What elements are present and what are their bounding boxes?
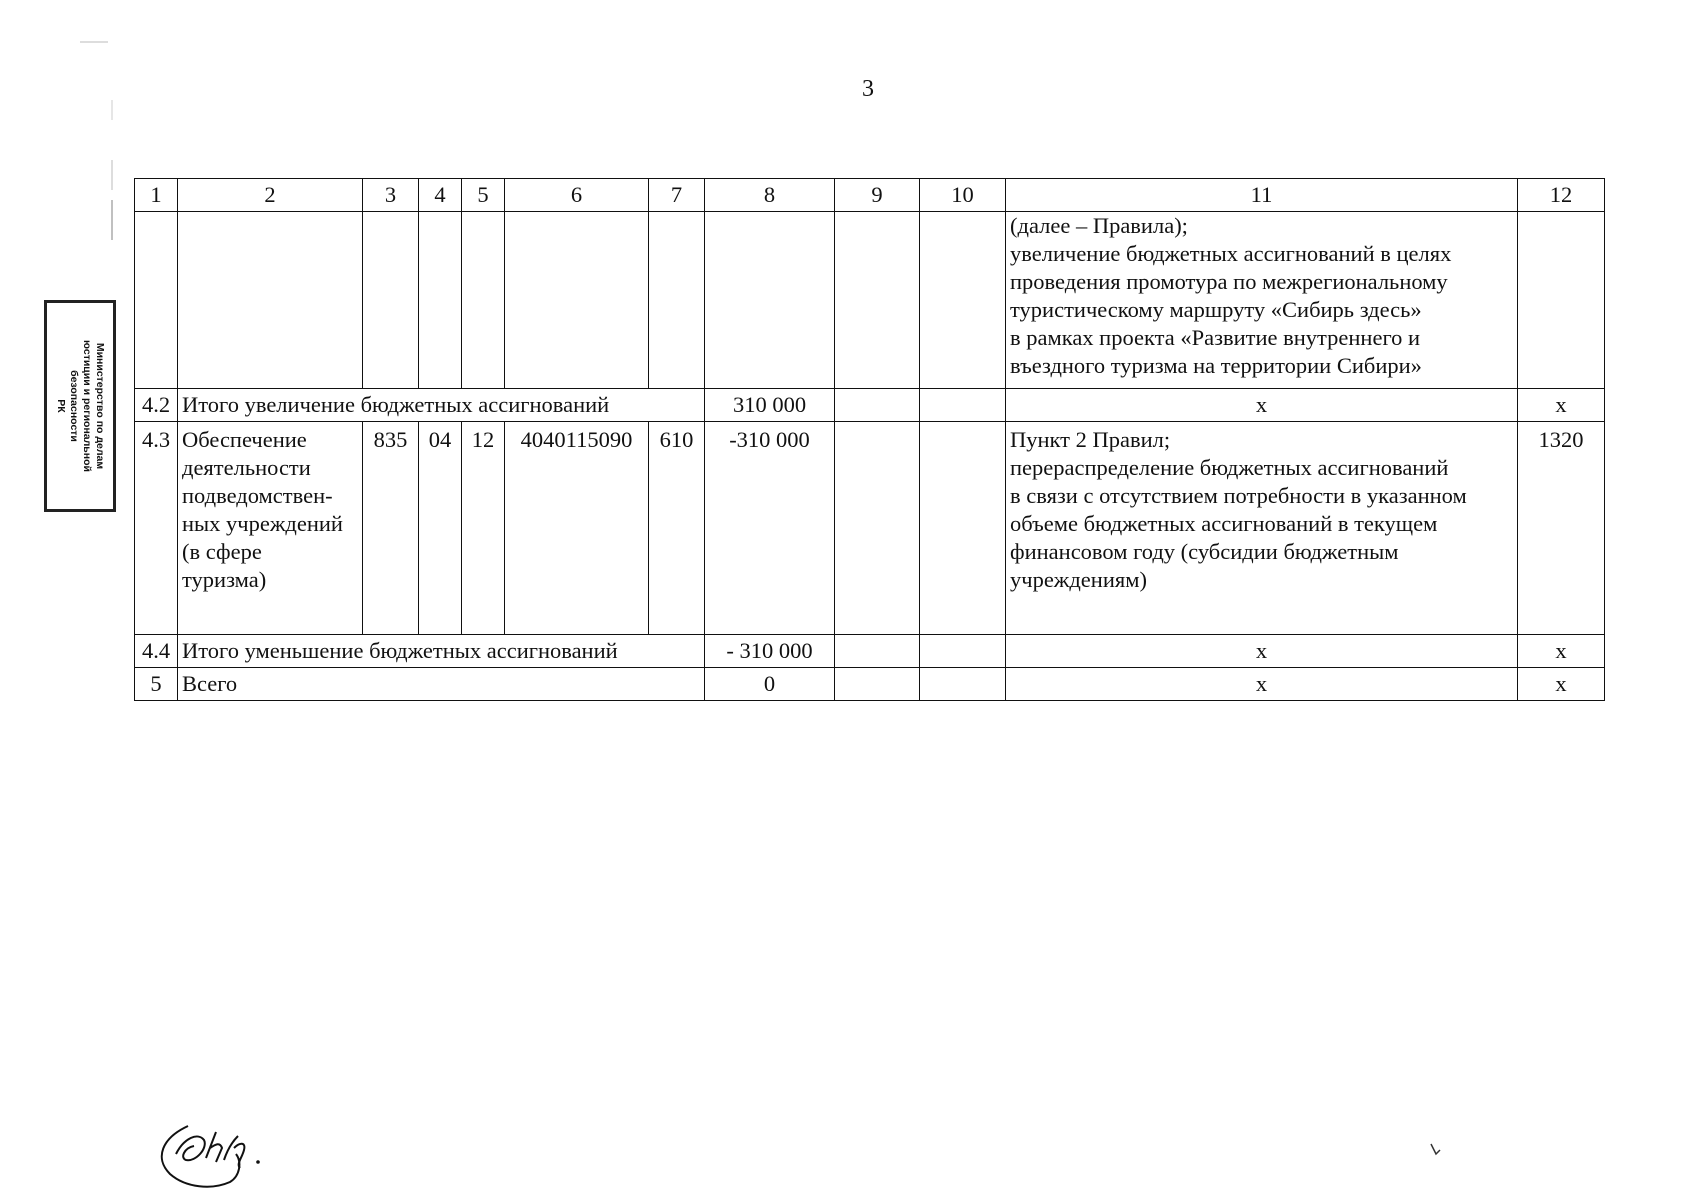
tick-mark xyxy=(1428,1140,1448,1160)
table-cell xyxy=(920,212,1006,389)
stamp-line: безопасности xyxy=(68,370,80,442)
justification-line: объеме бюджетных ассигнований в текущем xyxy=(1010,511,1438,536)
expense-name-line: туризма) xyxy=(182,567,267,592)
row-label: Всего xyxy=(178,668,705,701)
code-cell: х xyxy=(1518,389,1605,422)
justification-line: проведения промотура по межрегиональному xyxy=(1010,269,1448,294)
code-cell: 835 xyxy=(363,422,419,635)
justification-line: въездного туризма на территории Сибири» xyxy=(1010,353,1422,378)
table-row-4-3 xyxy=(135,422,1605,635)
header-cell: 8 xyxy=(705,179,835,212)
margin-marks xyxy=(78,40,118,260)
table-row-5 xyxy=(135,668,1605,701)
justification-cell: х xyxy=(1006,635,1518,668)
header-cell: 3 xyxy=(363,179,419,212)
row-label: Итого увеличение бюджетных ассигнований xyxy=(178,389,705,422)
justification-line: в рамках проекта «Развитие внутреннего и xyxy=(1010,325,1421,350)
justification-line: (далее – Правила); xyxy=(1010,213,1188,238)
table-row-4-4 xyxy=(135,635,1605,668)
table-cell xyxy=(920,422,1006,635)
amount-cell: 0 xyxy=(705,668,835,701)
table-cell xyxy=(363,212,419,389)
header-cell: 4 xyxy=(419,179,462,212)
code-cell: х xyxy=(1518,668,1605,701)
header-cell: 6 xyxy=(505,179,649,212)
justification-line: финансовом году (субсидии бюджетным xyxy=(1010,539,1399,564)
amount-cell: -310 000 xyxy=(705,422,835,635)
table-cell xyxy=(135,212,178,389)
table-cell xyxy=(835,422,920,635)
justification-line: увеличение бюджетных ассигнований в целях xyxy=(1010,241,1452,266)
justification-line: Пункт 2 Правил; xyxy=(1010,427,1171,452)
justification-line: перераспределение бюджетных ассигнований xyxy=(1010,455,1449,480)
table-cell xyxy=(835,389,920,422)
expense-name-cell xyxy=(178,422,363,635)
table-cell xyxy=(920,635,1006,668)
row-number: 5 xyxy=(135,668,178,701)
justification-cell: х xyxy=(1006,668,1518,701)
table-cell xyxy=(920,668,1006,701)
table-cell xyxy=(505,212,649,389)
expense-name-line: (в сфере xyxy=(182,539,262,564)
header-cell: 2 xyxy=(178,179,363,212)
code-cell: 12 xyxy=(462,422,505,635)
row-number: 4.2 xyxy=(135,389,178,422)
code-cell: 04 xyxy=(419,422,462,635)
stamp-line: Министерство по делам xyxy=(94,342,106,470)
table-cell xyxy=(705,212,835,389)
justification-cell xyxy=(1006,422,1518,635)
row-number: 4.3 xyxy=(135,422,178,635)
justification-cell xyxy=(1006,212,1518,389)
stamp-text xyxy=(54,340,106,472)
table-cell xyxy=(462,212,505,389)
amount-cell: - 310 000 xyxy=(705,635,835,668)
table-cell xyxy=(178,212,363,389)
header-cell: 1 xyxy=(135,179,178,212)
expense-name-line: деятельности xyxy=(182,455,311,480)
expense-name-line: ных учреждений xyxy=(182,511,343,536)
header-cell: 12 xyxy=(1518,179,1605,212)
header-cell: 11 xyxy=(1006,179,1518,212)
stamp-line: РК xyxy=(55,399,67,413)
justification-line: учреждениям) xyxy=(1010,567,1147,592)
table-cell xyxy=(649,212,705,389)
justification-line: в связи с отсутствием потребности в указанном xyxy=(1010,483,1467,508)
header-cell: 9 xyxy=(835,179,920,212)
header-cell: 10 xyxy=(920,179,1006,212)
handwritten-signature xyxy=(150,1118,290,1200)
justification-cell: х xyxy=(1006,389,1518,422)
table-cell xyxy=(1518,212,1605,389)
table-row-continuation xyxy=(135,212,1605,389)
table-cell xyxy=(419,212,462,389)
page-number: 3 xyxy=(862,76,874,102)
expense-name-line: подведомствен- xyxy=(182,483,333,508)
code-cell: 4040115090 xyxy=(505,422,649,635)
code-cell: х xyxy=(1518,635,1605,668)
expense-name-line: Обеспечение xyxy=(182,427,307,452)
table-cell xyxy=(835,212,920,389)
row-number: 4.4 xyxy=(135,635,178,668)
budget-table xyxy=(134,178,1605,701)
code-cell: 610 xyxy=(649,422,705,635)
table-header-row xyxy=(135,179,1605,212)
header-cell: 7 xyxy=(649,179,705,212)
justification-line: туристическому маршруту «Сибирь здесь» xyxy=(1010,297,1422,322)
stamp-line: юстиции и региональной xyxy=(81,340,93,472)
table-cell xyxy=(920,389,1006,422)
amount-cell: 310 000 xyxy=(705,389,835,422)
code-cell: 1320 xyxy=(1518,422,1605,635)
header-cell: 5 xyxy=(462,179,505,212)
table-row-4-2 xyxy=(135,389,1605,422)
row-label: Итого уменьшение бюджетных ассигнований xyxy=(178,635,705,668)
table-cell xyxy=(835,635,920,668)
registration-stamp xyxy=(44,300,116,512)
table-cell xyxy=(835,668,920,701)
